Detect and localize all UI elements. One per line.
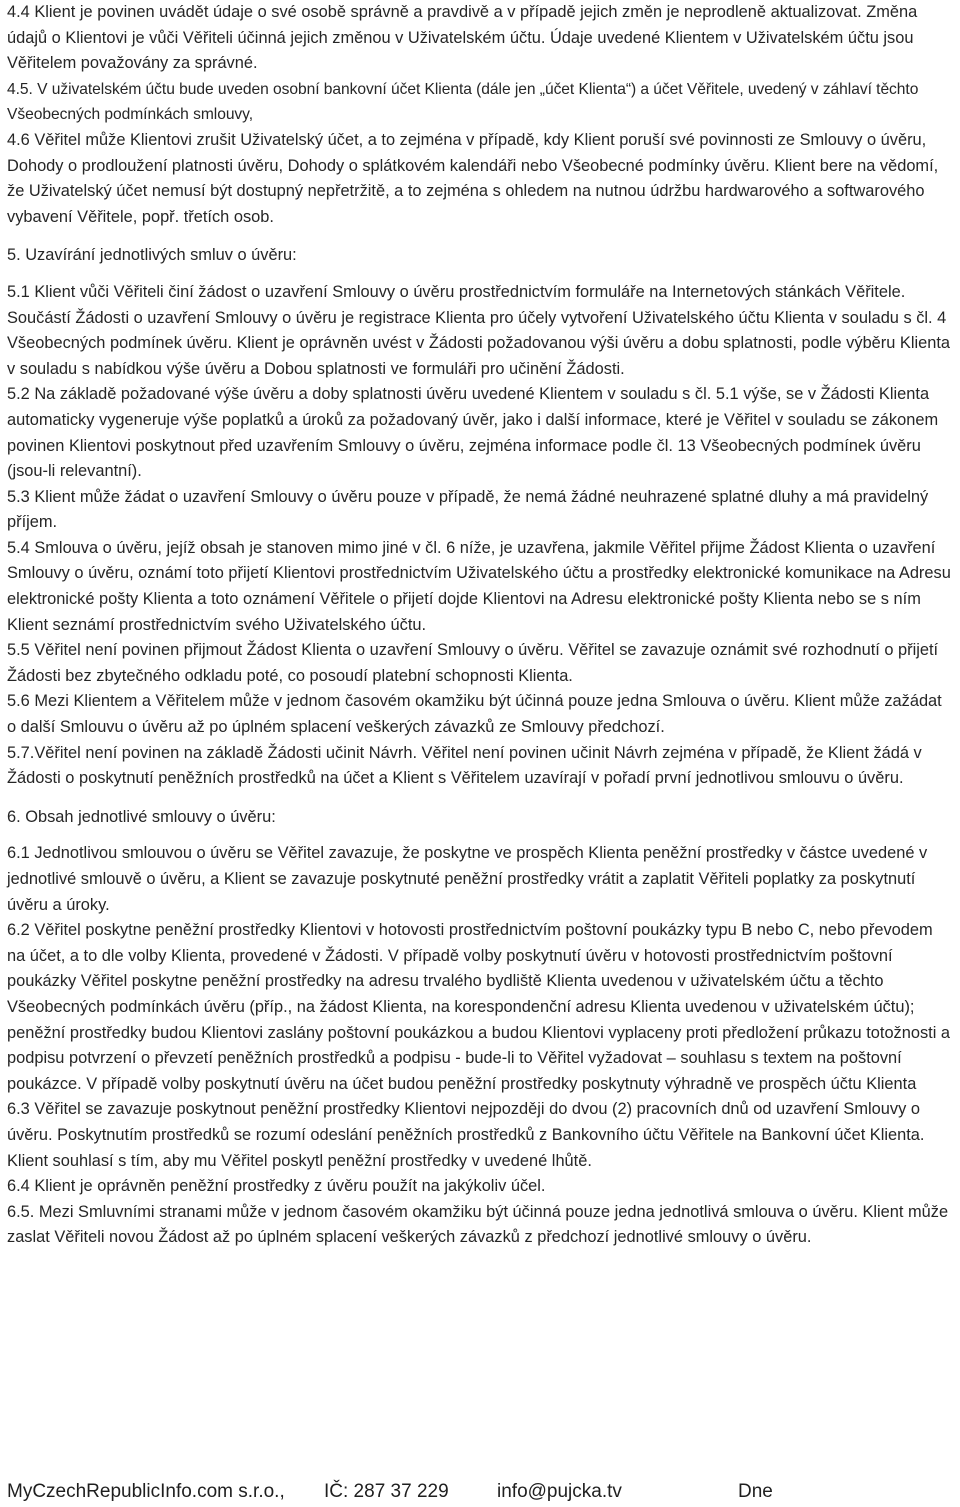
footer-ic: IČ: 287 37 229 xyxy=(324,1481,449,1502)
document-body xyxy=(7,0,952,1251)
paragraph-4-4: 4.4 Klient je povinen uvádět údaje o své osobě správně a pravdivě a v případě jejich změn je neprodleně aktualizovat. Změna údajů o Klientovi je vůči Věřiteli účinná jejich změnou v Uživatelském účtu. Údaje uvedené Klientem v Uživatelském účtu jsou Věřitelem považovány za správné. xyxy=(7,3,918,73)
paragraph-4-6: 4.6 Věřitel může Klientovi zrušit Uživatelský účet, a to zejména v případě, kdy Klient poruší své povinnosti ze Smlouvy o úvěru, Dohody o prodloužení platnosti úvěru, Dohody o splátkovém kalendáři nebo Všeobecné podmínky úvěru. Klient bere na vědomí, že Uživatelský účet nemusí být dostupný nepřetržitě, a to zejména s ohledem na nutnou údržbu hardwarového a softwarového vybavení Věřitele, popř. třetích osob. xyxy=(7,130,939,226)
footer-date-label: Dne xyxy=(738,1481,773,1502)
paragraph-5-2: 5.2 Na základě požadované výše úvěru a doby splatnosti úvěru uvedené Klientem v souladu s čl. 5.1 výše, se v Žádosti Klienta automaticky vygeneruje výše poplatků a úroků za požadovaný úvěr, jako i další informace, které je Věřitel v souladu se zákonem povinen Klientovi poskytnout před uzavřením Smlouvy o úvěru, zejména informace podle čl. 13 Všeobecných podmínek úvěru (jsou-li relevantní). xyxy=(7,385,939,481)
paragraph-6-4: 6.4 Klient je oprávněn peněžní prostředky z úvěru použít na jakýkoliv účel. xyxy=(7,1177,546,1196)
footer-email: info@pujcka.tv xyxy=(497,1481,622,1502)
paragraph-6-2: 6.2 Věřitel poskytne peněžní prostředky Klientovi v hotovosti prostřednictvím poštovní poukázky typu B nebo C, nebo převodem na účet, a to dle volby Klienta, provedené v Žádosti. V případě volby poskytnutí úvěru v hotovosti prostřednictvím poštovní poukázky Věřitel poskytne peněžní prostředky na adresu trvalého bydliště Klienta uvedenou v uživatelském účtu a těchto Všeobecných podmínkách úvěru (příp., na žádost Klienta, na korespondenční adresu Klienta uvedenou v uživatelském účtu); peněžní prostředky budou Klientovi zaslány poštovní poukázkou a budou Klientovi vyplaceny proti předložení průkazu totožnosti a podpisu potvrzení o převzetí peněžních prostředků a podpisu - bude-li to Věřitel vyžadovat – souhlasu s textem na poštovní poukázce. V případě volby poskytnutí úvěru na účet budou peněžní prostředky poskytnuty výhradně ve prospěch účtu Klienta xyxy=(7,921,951,1093)
paragraph-5-5: 5.5 Věřitel není povinen přijmout Žádost Klienta o uzavření Smlouvy o úvěru. Věřitel se zavazuje oznámit své rozhodnutí o přijetí Žádosti bez zbytečného odkladu poté, co posoudí platební schopnosti Klienta. xyxy=(7,641,939,685)
paragraph-5-7: 5.7.Věřitel není povinen na základě Žádosti učinit Návrh. Věřitel není povinen učinit Návrh zejména v případě, že Klient žádá v Žádosti o poskytnutí peněžních prostředků na účet a Klient s Věřitelem uzavírají v pořadí první jednotlivou smlouvu o úvěru. xyxy=(7,743,922,788)
paragraph-6-3: 6.3 Věřitel se zavazuje poskytnout peněžní prostředky Klientovi nejpozději do dvou (2) pracovních dnů od uzavření Smlouvy o úvěru. Poskytnutím prostředků se rozumí odeslání peněžních prostředků z Bankovního účtu Věřitele na Bankovní účet Klienta. Klient souhlasí s tím, aby mu Věřitel poskytl peněžní prostředky v uvedené lhůtě. xyxy=(7,1100,925,1170)
paragraph-6-1: 6.1 Jednotlivou smlouvou o úvěru se Věřitel zavazuje, že poskytne ve prospěch Klienta peněžní prostředky v částce uvedené v jednotlivé smlouvě o úvěru, a Klient se zavazuje poskytnuté peněžní prostředky vrátit a zaplatit Věřiteli poplatky za poskytnutí úvěru a úroky. xyxy=(7,844,928,914)
paragraph-6-5: 6.5. Mezi Smluvními stranami může v jednom časovém okamžiku být účinná pouze jedna jednotlivá smlouva o úvěru. Klient může zaslat Věřiteli novou Žádost až po úplném splacení veškerých závazků z předchozí jednotlivé smlouvy o úvěru. xyxy=(7,1202,949,1247)
page-footer xyxy=(7,1478,952,1506)
section-6-heading: 6. Obsah jednotlivé smlouvy o úvěru: xyxy=(7,807,276,826)
section-5-heading: 5. Uzavírání jednotlivých smluv o úvěru: xyxy=(7,246,297,265)
footer-company: MyCzechRepublicInfo.com s.r.o., xyxy=(7,1481,285,1502)
paragraph-5-1: 5.1 Klient vůči Věřiteli činí žádost o uzavření Smlouvy o úvěru prostřednictvím formuláře na Internetových stánkách Věřitele. Součástí Žádosti o uzavření Smlouvy o úvěru je registrace Klienta pro účely vytvoření Uživatelského účtu Klienta v souladu s čl. 4 Všeobecných podmínek úvěru. Klient je oprávněn uvést v Žádosti požadovanou výši úvěru a dobu splatnosti, podle výběru Klienta v souladu s nabídkou výše úvěru a Dobou splatnosti ve formuláři pro učinění Žádosti. xyxy=(7,282,951,378)
paragraph-5-4: 5.4 Smlouva o úvěru, jejíž obsah je stanoven mimo jiné v čl. 6 níže, je uzavřena, jakmile Věřitel přijme Žádost Klienta o uzavření Smlouvy o úvěru, oznámí toto přijetí Klientovi prostřednictvím Uživatelského účtu a prostředky elektronické komunikace na Adresu elektronické pošty Klienta a toto oznámení Věřitele o přijetí dojde Klientovi na Adresu elektronické pošty Klienta nebo se s ním Klient seznámí prostřednictvím svého Uživatelského účtu. xyxy=(7,538,951,634)
paragraph-5-3: 5.3 Klient může žádat o uzavření Smlouvy o úvěru pouze v případě, že nemá žádné neuhrazené splatné dluhy a má pravidelný příjem. xyxy=(7,487,929,532)
paragraph-4-5: 4.5. V uživatelském účtu bude uveden osobní bankovní účet Klienta (dále jen „účet Klienta“) a účet Věřitele, uvedený v záhlaví těchto Všeobecných podmínkách smlouvy, xyxy=(7,80,919,124)
paragraph-5-6: 5.6 Mezi Klientem a Věřitelem může v jednom časovém okamžiku být účinná pouze jedna Smlouva o úvěru. Klient může zažádat o další Smlouvu o úvěru až po úplném splacení veškerých závazků ze Smlouvy předchozí. xyxy=(7,692,942,737)
